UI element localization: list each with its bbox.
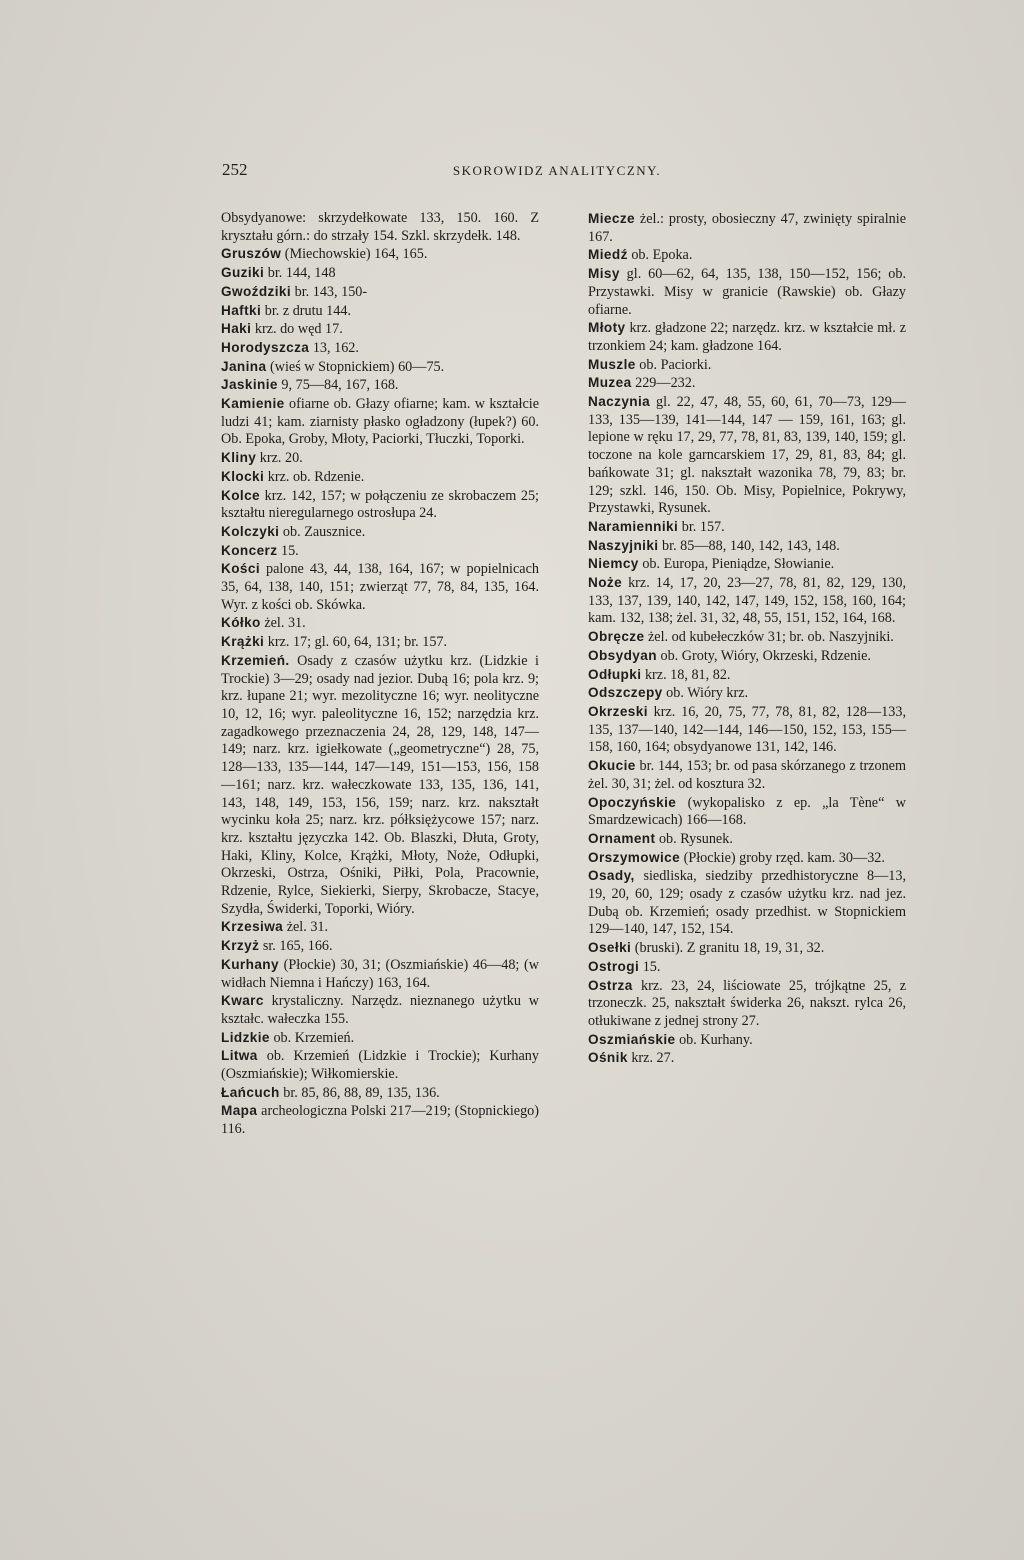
index-entry xyxy=(588,518,906,537)
index-entry xyxy=(588,830,906,849)
running-title: SKOROWIDZ ANALITYCZNY. xyxy=(452,163,662,178)
entry-text: ob. Epoka. xyxy=(627,247,693,264)
entry-headword: Niemcy xyxy=(588,556,639,572)
entry-text: krz. 18, 81, 82. xyxy=(641,666,731,683)
index-entry xyxy=(588,647,906,666)
entry-headword: Okrzeski xyxy=(588,703,648,719)
index-entry xyxy=(588,319,906,355)
index-entry xyxy=(588,684,906,703)
index-entry xyxy=(221,633,539,652)
entry-text: br. 144, 153; br. od pasa skórzanego z trzonem żel. 30, 31; żel. od kosztura 32. xyxy=(588,758,906,792)
index-entry xyxy=(221,245,539,264)
entry-headword: Obsydyan xyxy=(588,647,657,663)
index-entry xyxy=(221,302,539,321)
entry-headword: Osady, xyxy=(588,868,635,884)
entry-text: ob. Kurhany. xyxy=(675,1031,753,1048)
index-entry xyxy=(221,449,539,468)
entry-text: br. 85, 86, 88, 89, 135, 136. xyxy=(279,1084,440,1101)
entry-headword: Naczynia xyxy=(588,394,651,410)
index-entry xyxy=(221,937,539,956)
entry-headword: Guziki xyxy=(221,265,265,281)
entry-headword: Naszyjniki xyxy=(588,537,659,553)
index-entry xyxy=(588,757,906,793)
entry-text: (Miechowskie) 164, 165. xyxy=(281,246,428,263)
index-entry xyxy=(221,992,539,1028)
entry-text: krz. do węd 17. xyxy=(251,321,343,338)
entry-text: 229—232. xyxy=(631,375,696,392)
entry-headword: Jaskinie xyxy=(221,377,278,393)
index-entry xyxy=(588,849,906,868)
entry-text: krz. 17; gl. 60, 64, 131; br. 157. xyxy=(264,634,448,651)
entry-text: br. z drutu 144. xyxy=(261,302,352,319)
entry-headword: Kliny xyxy=(221,450,257,466)
entry-headword: Łańcuch xyxy=(221,1084,280,1100)
entry-headword: Odłupki xyxy=(588,666,642,682)
entry-text: ob. Zausznice. xyxy=(279,523,366,540)
entry-headword: Krążki xyxy=(221,634,265,650)
entry-text: (Płockie) groby rzęd. kam. 30—32. xyxy=(680,849,885,866)
entry-headword: Okucie xyxy=(588,758,636,774)
entry-headword: Odszczepy xyxy=(588,685,663,701)
entry-text: ob. Europa, Pieniądze, Słowianie. xyxy=(638,556,835,573)
index-entry xyxy=(221,1084,539,1103)
entry-headword: Miecze xyxy=(588,211,635,226)
index-entry xyxy=(588,265,906,319)
entry-text: krz. 16, 20, 75, 77, 78, 81, 82, 128—133, 135, 137—140, 142—144, 146—150, 152, 153, 155—158, 160, 164; obsydyanowe 131, 142, 146. xyxy=(588,703,906,756)
entry-text: (Płockie) 30, 31; (Oszmiańskie) 46—48; (w widłach Niemna i Hańczy) 163, 164. xyxy=(221,956,539,991)
entry-text: ofiarne ob. Głazy ofiarne; kam. w kształcie ludzi 41; kam. ziarnisty płasko ogładzony (łupek?) 60. Ob. Epoka, Groby, Młoty, Paciorki, Tłuczki, Toporki. xyxy=(221,396,539,448)
entry-text: archeologiczna Polski 217—219; (Stopnickiego) 116. xyxy=(221,1103,539,1138)
entry-headword: Misy xyxy=(588,266,620,282)
page-number: 252 xyxy=(222,160,248,179)
entry-text: br. 144, 148 xyxy=(264,265,336,282)
entry-text: ob. Wióry krz. xyxy=(662,685,749,702)
entry-text: żel. 31. xyxy=(283,919,329,936)
index-entry xyxy=(588,666,906,685)
entry-headword: Kości xyxy=(221,561,261,577)
index-entry xyxy=(221,376,539,395)
entry-headword: Krzemień. xyxy=(221,652,290,668)
entry-headword: Oszmiańskie xyxy=(588,1031,676,1047)
entry-text: br. 143, 150- xyxy=(291,283,368,300)
entry-headword: Muszle xyxy=(588,356,636,372)
entry-headword: Kurhany xyxy=(221,956,279,972)
index-entry xyxy=(588,958,906,977)
index-entry xyxy=(588,574,906,628)
index-entry xyxy=(588,1031,906,1050)
entry-headword: Gruszów xyxy=(221,246,282,262)
index-entry xyxy=(588,246,906,265)
entry-headword: Naramienniki xyxy=(588,518,679,534)
index-entry xyxy=(221,918,539,937)
entry-headword: Orszymowice xyxy=(588,849,681,865)
entry-text: (wieś w Stopnickiem) 60—75. xyxy=(266,358,445,375)
entry-headword: Kolce xyxy=(221,487,261,503)
index-entry xyxy=(221,1029,539,1048)
entry-headword: Krzesiwa xyxy=(221,919,284,935)
entry-text: br. 157. xyxy=(678,518,725,535)
entry-headword: Ośnik xyxy=(588,1050,628,1066)
entry-headword: Gwoździki xyxy=(221,283,292,299)
index-entry xyxy=(588,1049,906,1068)
entry-text: krystaliczny. Narzędz. nieznanego użytku w kształc. wałeczka 155. xyxy=(221,993,539,1027)
index-entry xyxy=(221,652,539,919)
index-entry xyxy=(221,264,539,283)
index-entry xyxy=(221,1047,539,1083)
index-entry xyxy=(588,867,906,939)
index-entry xyxy=(588,356,906,375)
index-entry xyxy=(588,703,906,757)
entry-text: ob. Groty, Wióry, Okrzeski, Rdzenie. xyxy=(656,647,871,664)
entry-text: (bruski). Z granitu 18, 19, 31, 32. xyxy=(631,940,825,957)
entry-headword: Ornament xyxy=(588,830,656,846)
index-entry xyxy=(221,395,539,449)
entry-text: siedliska, siedziby przedhistoryczne 8—13, 19, 20, 60, 129; osady z czasów użytku krz. nad jez. Dubą ob. Krzemień; osady przedhist. w Stopnickiem 129—140, 147, 152, 154. xyxy=(588,868,906,938)
entry-headword: Horodyszcza xyxy=(221,339,310,355)
index-entry xyxy=(588,393,906,518)
entry-headword: Ostrza xyxy=(588,977,633,993)
entry-text: (wykopalisko z ep. „la Tène“ w Smardzewicach) 166—168. xyxy=(588,794,906,829)
entry-text: żel.: prosty, obosieczny 47, zwinięty spiralnie 167. xyxy=(588,211,906,245)
entry-text: sr. 165, 166. xyxy=(259,938,333,955)
index-entry xyxy=(221,468,539,487)
entry-text: krz. ob. Rdzenie. xyxy=(264,468,365,485)
index-entry xyxy=(221,320,539,339)
entry-text: gl. 60—62, 64, 135, 138, 150—152, 156; ob. Przystawki. Misy w granicie (Rawskie) ob. Głazy ofiarne. xyxy=(588,266,906,318)
entry-headword: Opoczyńskie xyxy=(588,794,677,810)
entry-text: br. 85—88, 140, 142, 143, 148. xyxy=(658,537,840,554)
entry-text: krz. 20. xyxy=(256,450,303,467)
index-entry xyxy=(221,487,539,523)
index-entry xyxy=(221,358,539,377)
entry-text: krz. gładzone 22; narzędz. krz. w kształcie mł. z trzonkiem 24; kam. gładzone 164. xyxy=(588,320,906,354)
entry-text: ob. Paciorki. xyxy=(635,356,712,373)
index-entry xyxy=(221,560,539,614)
index-entry xyxy=(221,283,539,302)
index-column-left xyxy=(221,210,539,1139)
entry-headword: Janina xyxy=(221,358,267,374)
entry-headword: Mapa xyxy=(221,1103,258,1119)
entry-headword: Kółko xyxy=(221,615,261,631)
entry-headword: Kolczyki xyxy=(221,523,280,539)
index-entry xyxy=(588,210,906,246)
index-entry xyxy=(588,977,906,1031)
entry-text: żel. 31. xyxy=(260,615,306,632)
entry-headword: Kwarc xyxy=(221,993,264,1009)
entry-text: ob. Krzemień (Lidzkie i Trockie); Kurhany (Oszmiańskie); Wiłkomierskie. xyxy=(221,1048,539,1083)
entry-headword: Kamienie xyxy=(221,396,285,412)
entry-text: krz. 23, 24, liściowate 25, trójkątne 25, z trzoneczk. 25, nakształt świderka 26, nakszt. rylca 26, otłukiwane z jednej strony 27. xyxy=(588,977,906,1029)
index-entry xyxy=(588,939,906,958)
entry-headword: Haki xyxy=(221,321,252,337)
entry-text: Osady z czasów użytku krz. (Lidzkie i Trockie) 3—29; osady nad jezior. Dubą 16; pola krz. 9; krz. łupane 21; wyr. mezolityczne 16; wyr. neolityczne 10, 12, 16; wyr. paleolityczne 16, 152; narzędzia krz. zagadkowego przeznaczenia 24, 28, 129, 148, 147—149; narz. krz. igiełkowate („geometryczne“) 28, 75, 128—133, 135—144, 147—149, 151—153, 156, 158—161; narz. krz. wałeczkowate 133, 135, 136, 141, 143, 148, 149, 153, 156, 159; narz. krz. nakształt wycinku koła 25; narz. krz. półksiężycowe 157; narz. krz. kształtu języczka 142. Ob. Blaszki, Dłuta, Groty, Haki, Kliny, Kolce, Krążki, Młoty, Noże, Odłupki, Okrzeski, Ostrza, Ośniki, Piłki, Pola, Pracownie, Rdzenie, Rylce, Siekierki, Sierpy, Skrobacze, Stacye, Szydła, Świderki, Toporki, Wióry. xyxy=(221,652,539,917)
entry-headword: Haftki xyxy=(221,302,262,318)
index-column-right xyxy=(588,210,906,1068)
entry-text: ob. Krzemień. xyxy=(269,1029,355,1046)
entry-headword: Obręcze xyxy=(588,629,645,645)
index-entry xyxy=(221,1102,539,1138)
entry-headword: Noże xyxy=(588,575,623,591)
index-entry xyxy=(588,555,906,574)
index-entry xyxy=(588,628,906,647)
index-entry xyxy=(221,210,539,245)
index-entry xyxy=(588,794,906,830)
entry-text: palone 43, 44, 138, 164, 167; w popielnicach 35, 64, 138, 140, 151; zwierząt 77, 78, 84, 135, 164. Wyr. z kości ob. Skówka. xyxy=(221,561,539,613)
entry-text: ob. Rysunek. xyxy=(655,830,733,847)
index-entry xyxy=(221,523,539,542)
entry-text: Obsydyanowe: skrzydełkowate 133, 150. 160. Z kryształu górn.: do strzały 154. Szkl. skrzydełk. 148. xyxy=(221,210,539,244)
index-entry xyxy=(588,537,906,556)
entry-text: 13, 162. xyxy=(309,339,359,356)
entry-headword: Koncerz xyxy=(221,542,278,558)
entry-text: 9, 75—84, 167, 168. xyxy=(277,377,399,394)
entry-text: krz. 14, 17, 20, 23—27, 78, 81, 82, 129, 130, 133, 137, 139, 140, 142, 147, 149, 152, 158, 160, 164; kam. 132, 138; żel. 31, 32, 48, 55, 151, 152, 164, 168. xyxy=(588,575,906,627)
entry-headword: Muzea xyxy=(588,375,632,391)
index-entry xyxy=(221,339,539,358)
index-entry xyxy=(221,614,539,633)
entry-text: 15. xyxy=(639,958,661,975)
entry-headword: Lidzkie xyxy=(221,1029,270,1045)
entry-headword: Osełki xyxy=(588,940,632,956)
index-entry xyxy=(221,956,539,992)
entry-text: krz. 142, 157; w połączeniu ze skrobaczem 25; kształtu nieregularnego ostrosłupa 24. xyxy=(221,487,539,522)
entry-text: gl. 22, 47, 48, 55, 60, 61, 70—73, 129—133, 135—139, 141—144, 147 — 159, 161, 163; gl. lepione w ręku 17, 29, 77, 78, 81, 83, 139, 140, 159; gl. toczone na kole garncarskiem 17, 29, 81, 83, 84; gl. bańkowate 31; gl. nakształt wazonika 78, 79, 83; br. 129; szkl. 146, 150. Ob. Misy, Popielnice, Pokrywy, Przystawki, Rysunek. xyxy=(588,394,906,517)
entry-headword: Krzyż xyxy=(221,938,260,954)
entry-headword: Klocki xyxy=(221,468,265,484)
entry-headword: Litwa xyxy=(221,1048,258,1064)
entry-headword: Miedź xyxy=(588,247,628,263)
entry-text: 15. xyxy=(277,542,299,559)
entry-text: krz. 27. xyxy=(627,1050,675,1067)
entry-text: żel. od kubełeczków 31; br. ob. Naszyjniki. xyxy=(644,629,894,646)
entry-headword: Ostrogi xyxy=(588,958,640,974)
index-entry xyxy=(588,374,906,393)
entry-headword: Młoty xyxy=(588,320,626,336)
index-entry xyxy=(221,542,539,561)
